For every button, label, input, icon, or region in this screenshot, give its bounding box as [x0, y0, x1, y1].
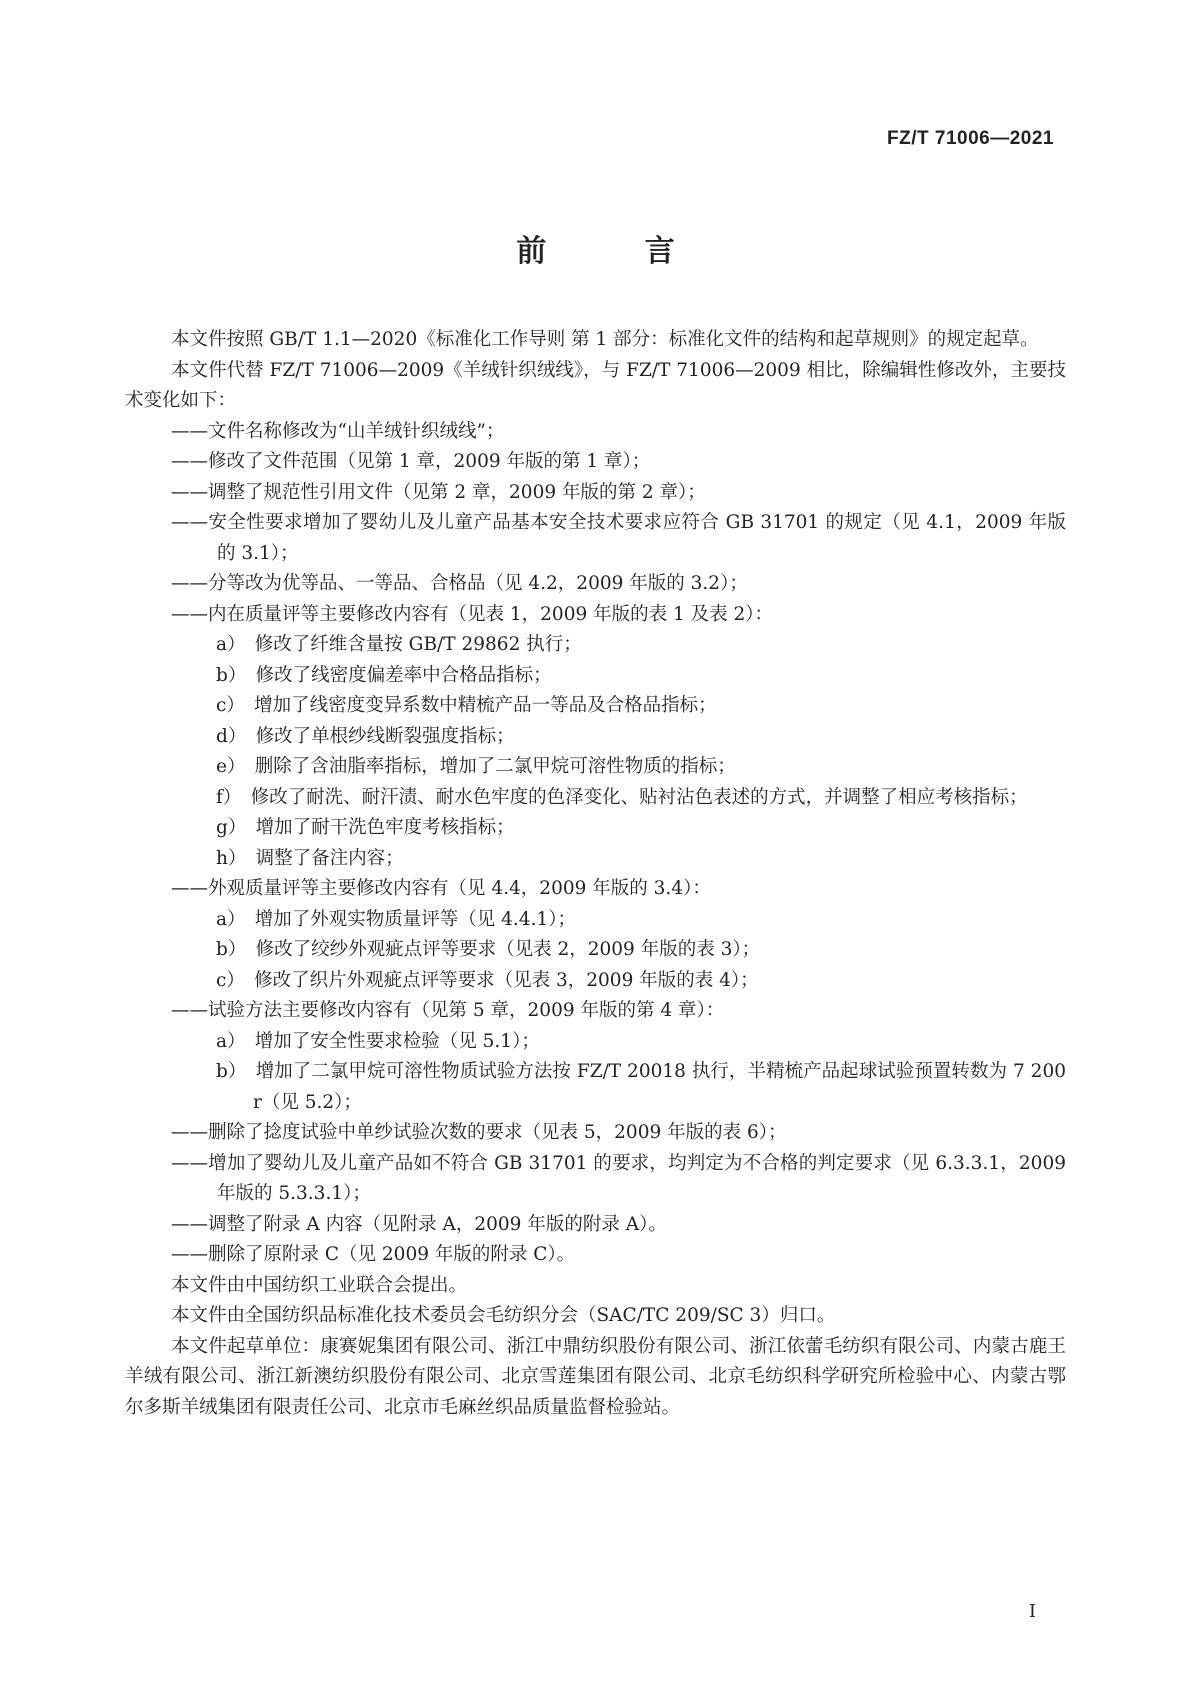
dash-list-item: ——调整了附录 A 内容（见附录 A，2009 年版的附录 A）。 — [171, 1213, 667, 1235]
paragraph: 本文件由全国纺织品标准化技术委员会毛纺织分会（SAC/TC 209/SC 3）归口。 — [171, 1305, 836, 1326]
sub-list-item: g） 增加了耐干洗色牢度考核指标； — [216, 817, 515, 838]
sub-list-item: e） 删除了含油脂率指标，增加了二氯甲烷可溶性物质的指标； — [216, 756, 736, 777]
document-body — [125, 325, 1066, 1423]
sub-list-item: a） 增加了安全性要求检验（见 5.1）； — [216, 1030, 540, 1052]
standard-code: FZ/T 71006—2021 — [887, 128, 1054, 149]
sub-list-item: d） 修改了单根纱线断裂强度指标； — [216, 725, 515, 747]
paragraph: 本文件按照 GB/T 1.1—2020《标准化工作导则 第 1 部分：标准化文件的结构和起草规则》的规定起草。 — [171, 329, 1039, 350]
dash-list-item: ——分等改为优等品、一等品、合格品（见 4.2，2009 年版的 3.2）； — [171, 573, 748, 594]
paragraph: 本文件起草单位：康赛妮集团有限公司、浙江中鼎纺织股份有限公司、浙江依蕾毛纺织有限公司、内蒙古鹿王羊绒有限公司、浙江新澳纺织股份有限公司、北京雪莲集团有限公司、北京毛纺织科学研究所检验中心、内蒙古鄂尔多斯羊绒集团有限责任公司、北京市毛麻丝织品质量监督检验站。 — [125, 1335, 1066, 1418]
page-number: I — [1028, 1601, 1036, 1622]
page-title: 前 言 — [516, 234, 719, 269]
dash-list-item: ——调整了规范性引用文件（见第 2 章，2009 年版的第 2 章）； — [171, 481, 706, 503]
dash-list-item: ——增加了婴幼儿及儿童产品如不符合 GB 31701 的要求，均判定为不合格的判定要求（见 6.3.3.1，2009 年版的 5.3.3.1）； — [171, 1152, 1066, 1204]
dash-list-item: ——内在质量评等主要修改内容有（见表 1，2009 年版的表 1 及表 2）： — [171, 603, 774, 625]
dash-list-item: ——文件名称修改为“山羊绒针织绒线”； — [171, 420, 505, 442]
dash-list-item: ——删除了捻度试验中单纱试验次数的要求（见表 5，2009 年版的表 6）； — [171, 1122, 787, 1143]
sub-list-item: c） 增加了线密度变异系数中精梳产品一等品及合格品指标； — [216, 695, 717, 716]
sub-list-item: b） 修改了线密度偏差率中合格品指标； — [216, 664, 552, 686]
sub-list-item: a） 增加了外观实物质量评等（见 4.4.1）； — [216, 908, 576, 930]
dash-list-item: ——试验方法主要修改内容有（见第 5 章，2009 年版的第 4 章）： — [171, 1000, 725, 1021]
dash-list-item: ——安全性要求增加了婴幼儿及儿童产品基本安全技术要求应符合 GB 31701 的规定（见 4.1，2009 年版的 3.1）； — [171, 512, 1066, 564]
sub-list-item: c） 修改了织片外观疵点评等要求（见表 3，2009 年版的表 4）； — [216, 969, 759, 991]
dash-list-item: ——修改了文件范围（见第 1 章，2009 年版的第 1 章）； — [171, 451, 651, 472]
sub-list-item: b） 增加了二氯甲烷可溶性物质试验方法按 FZ/T 20018 执行，半精梳产品起球试验预置转数为 7 200 r（见 5.2）； — [216, 1061, 1066, 1113]
paragraph: 本文件由中国纺织工业联合会提出。 — [171, 1274, 468, 1296]
dash-list-item: ——删除了原附录 C（见 2009 年版的附录 C）。 — [171, 1244, 576, 1265]
dash-list-item: ——外观质量评等主要修改内容有（见 4.4，2009 年版的 3.4）： — [171, 878, 711, 899]
sub-list-item: f） 修改了耐洗、耐汗渍、耐水色牢度的色泽变化、贴衬沾色表述的方式，并调整了相应考核指标； — [216, 786, 1028, 808]
sub-list-item: a） 修改了纤维含量按 GB/T 29862 执行； — [216, 634, 582, 655]
paragraph: 本文件代替 FZ/T 71006—2009《羊绒针织绒线》，与 FZ/T 71006—2009 相比，除编辑性修改外，主要技术变化如下： — [125, 359, 1066, 411]
sub-list-item: b） 修改了绞纱外观疵点评等要求（见表 2，2009 年版的表 3）； — [216, 939, 761, 960]
sub-list-item: h） 调整了备注内容； — [216, 847, 404, 869]
